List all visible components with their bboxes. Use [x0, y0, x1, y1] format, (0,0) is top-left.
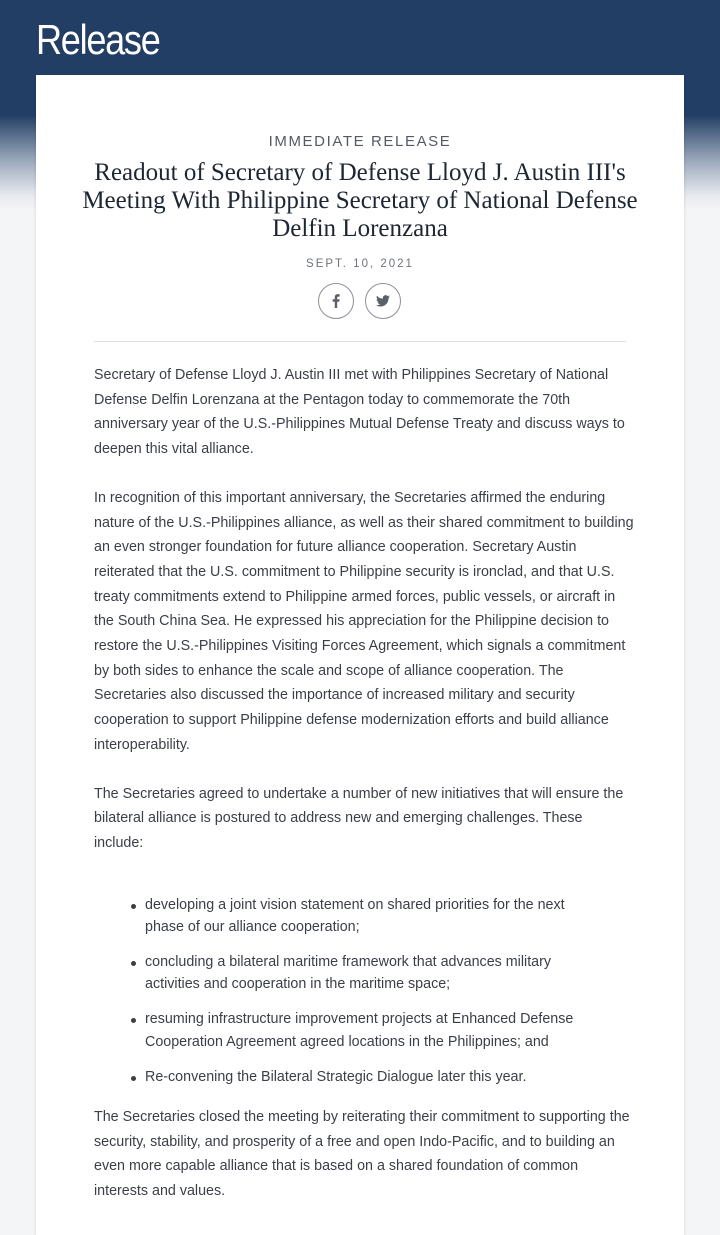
- article-body: [94, 363, 634, 1228]
- list-item: concluding a bilateral maritime framework that advances military activities and cooperation in the maritime space;: [131, 951, 583, 996]
- list-item: developing a joint vision statement on shared priorities for the next phase of our alliance cooperation;: [131, 894, 583, 939]
- release-type-label: IMMEDIATE RELEASE: [268, 133, 452, 150]
- paragraph: The Secretaries closed the meeting by reiterating their commitment to supporting the security, stability, and prosperity of a free and open Indo-Pacific, and to building an even more capable alliance that is based on a shared foundation of common interests and values.: [94, 1109, 630, 1200]
- article-title: Readout of Secretary of Defense Lloyd J. Austin III's Meeting With Philippine Secretary of National Defense Delfin Lorenzana: [82, 159, 638, 242]
- page-title: Release: [36, 16, 160, 63]
- list-item: Re-convening the Bilateral Strategic Dialogue later this year.: [131, 1066, 583, 1088]
- list-item: resuming infrastructure improvement projects at Enhanced Defense Cooperation Agreement agreed locations in the Philippines; and: [131, 1008, 583, 1053]
- share-buttons: [318, 283, 408, 321]
- twitter-share-button[interactable]: [365, 283, 401, 319]
- facebook-share-button[interactable]: [318, 283, 354, 319]
- article-date: SEPT. 10, 2021: [306, 258, 414, 270]
- twitter-icon: [376, 295, 390, 307]
- article-card: [36, 75, 684, 1235]
- header-divider: [94, 341, 626, 342]
- paragraph: The Secretaries agreed to undertake a number of new initiatives that will ensure the bilateral alliance is postured to address new and emerging challenges. These include:: [94, 785, 624, 851]
- paragraph: Secretary of Defense Lloyd J. Austin III met with Philippines Secretary of National Defense Delfin Lorenzana at the Pentagon today to commemorate the 70th anniversary year of the U.S.-Philippines Mutual Defense Treaty and discuss ways to deepen this vital alliance.: [94, 367, 625, 458]
- paragraph: In recognition of this important anniversary, the Secretaries affirmed the enduring nature of the U.S.-Philippines alliance, as well as their shared commitment to building an even stronger foundation for future alliance cooperation. Secretary Austin reiterated that the U.S. commitment to Philippine security is ironclad, and that U.S. treaty commitments extend to Philippine armed forces, public vessels, or aircraft in the South China Sea. He expressed his appreciation for the Philippine decision to restore the U.S.-Philippines Visiting Forces Agreement, which signals a commitment by both sides to enhance the scale and scope of alliance cooperation. The Secretaries also discussed the importance of increased military and security cooperation to support Philippine defense modernization efforts and build alliance interoperability.: [94, 489, 634, 753]
- facebook-icon: [331, 294, 341, 308]
- initiatives-list: [94, 894, 583, 1088]
